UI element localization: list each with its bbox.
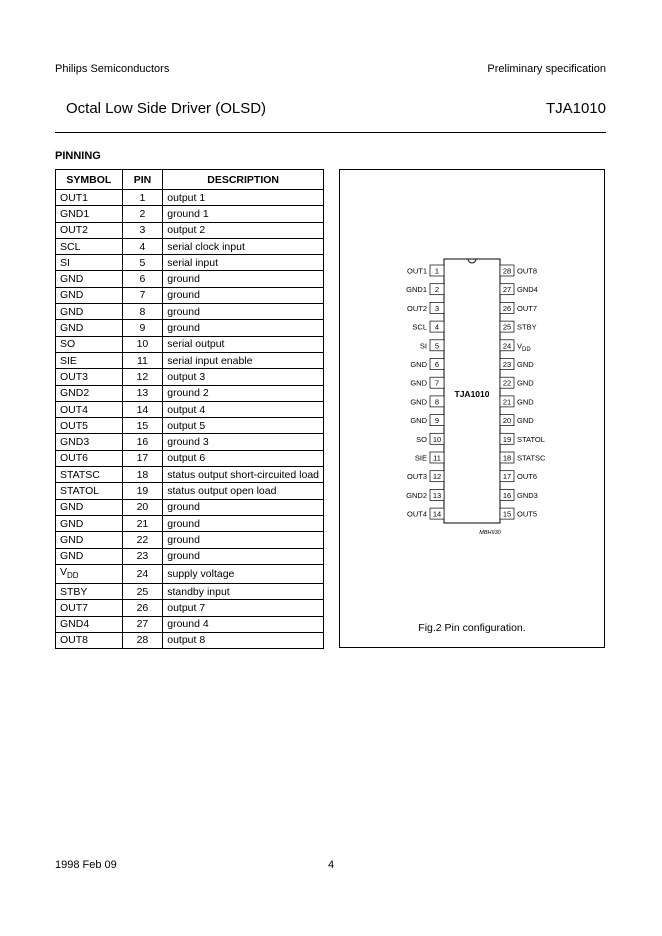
pin-cell: 23 [122, 548, 163, 564]
symbol-text: OUT4 [60, 403, 89, 416]
pin-number: 26 [502, 303, 512, 313]
pin-number: 13 [432, 490, 442, 500]
footer-date: 1998 Feb 09 [55, 859, 117, 871]
table-row [56, 532, 324, 548]
pin-number: 20 [502, 416, 512, 426]
pin-name: GND [517, 360, 534, 369]
pin-name: STATSC [517, 453, 546, 463]
pin-name: STBY [517, 322, 537, 332]
pin-cell: 13 [122, 385, 163, 401]
symbol-cell [56, 418, 123, 434]
description-cell: output 7 [163, 600, 324, 616]
pin-number: 15 [502, 509, 512, 519]
pin-name [517, 341, 531, 353]
description-cell: ground 1 [163, 206, 324, 222]
description-cell: output 2 [163, 222, 324, 238]
pin-number: 9 [434, 416, 440, 426]
description-cell: ground [163, 532, 324, 548]
symbol-text: SI [60, 256, 70, 269]
pin-cell: 18 [122, 467, 163, 483]
symbol-cell [56, 190, 123, 206]
table-row [56, 352, 324, 368]
description-cell: output 1 [163, 190, 324, 206]
pin-name: OUT7 [517, 303, 538, 313]
pinning-table [55, 169, 324, 649]
chip-notch [468, 259, 476, 263]
symbol-text: GND1 [60, 207, 90, 220]
description-cell: output 5 [163, 418, 324, 434]
table-row [56, 385, 324, 401]
symbol-text: SCL [60, 240, 81, 253]
pin-cell: 28 [122, 632, 163, 648]
table-row [56, 287, 324, 303]
description-cell: ground [163, 287, 324, 303]
symbol-cell [56, 352, 123, 368]
symbol-cell [56, 483, 123, 499]
pin-name: GND [410, 378, 427, 388]
pin-number: 1 [434, 266, 440, 276]
pin-number: 7 [434, 378, 440, 388]
symbol-cell [56, 385, 123, 401]
description-cell: ground 2 [163, 385, 324, 401]
pin-name: GND [410, 360, 427, 369]
description-cell: ground 4 [163, 616, 324, 632]
pin-name: GND1 [406, 285, 427, 295]
pin-cell: 5 [122, 255, 163, 271]
pin-name: GND4 [517, 285, 538, 295]
pin-number: 25 [502, 322, 512, 332]
symbol-cell [56, 222, 123, 238]
col-header-description: DESCRIPTION [163, 170, 324, 190]
symbol-text: V [60, 565, 68, 578]
pin-cell: 3 [122, 222, 163, 238]
symbol-text: STBY [60, 585, 88, 598]
symbol-cell [56, 255, 123, 271]
pin-number: 19 [502, 434, 512, 444]
page-number: 4 [328, 859, 335, 871]
table-row [56, 271, 324, 287]
table-row [56, 467, 324, 483]
table-row [56, 206, 324, 222]
description-cell: serial clock input [163, 238, 324, 254]
pin-configuration-diagram [340, 170, 604, 647]
pin-name: GND3 [517, 490, 538, 500]
table-row [56, 632, 324, 648]
symbol-cell [56, 271, 123, 287]
symbol-cell [56, 434, 123, 450]
symbol-text: GND3 [60, 436, 90, 449]
pin-number: 17 [502, 472, 512, 482]
pin-cell: 26 [122, 600, 163, 616]
pin-cell: 11 [122, 352, 163, 368]
pin-cell: 22 [122, 532, 163, 548]
pin-cell: 12 [122, 369, 163, 385]
symbol-text: STATOL [60, 484, 100, 497]
pin-cell: 24 [122, 564, 163, 583]
symbol-cell [56, 287, 123, 303]
symbol-text: GND [60, 517, 84, 530]
table-body [56, 190, 324, 649]
symbol-cell [56, 320, 123, 336]
pin-name: SIE [414, 453, 427, 463]
pin-number: 28 [502, 266, 512, 276]
pin-number: 23 [502, 360, 512, 369]
pin-name: GND [517, 378, 534, 388]
description-cell: ground [163, 304, 324, 320]
description-cell: output 4 [163, 401, 324, 417]
pin-number: 5 [434, 341, 440, 351]
pin-number: 2 [434, 285, 440, 295]
pin-number: 11 [433, 453, 441, 463]
pin-cell: 9 [122, 320, 163, 336]
symbol-cell [56, 515, 123, 531]
table-row [56, 616, 324, 632]
table-row [56, 450, 324, 466]
table-row [56, 369, 324, 385]
description-cell: output 8 [163, 632, 324, 648]
table-row [56, 600, 324, 616]
pin-cell: 21 [122, 515, 163, 531]
pin-cell: 27 [122, 616, 163, 632]
symbol-cell [56, 548, 123, 564]
symbol-text: GND [60, 550, 84, 563]
description-cell: ground [163, 548, 324, 564]
pin-number: 18 [502, 453, 512, 463]
symbol-cell [56, 206, 123, 222]
figure-caption: Fig.2 Pin configuration. [418, 622, 526, 634]
symbol-text: STATSC [60, 468, 100, 481]
symbol-cell [56, 304, 123, 320]
symbol-text: GND [60, 533, 84, 546]
pin-number: 22 [502, 378, 512, 388]
pin-number: 24 [502, 341, 512, 351]
document-type: Preliminary specification [487, 63, 606, 75]
description-cell: standby input [163, 583, 324, 599]
figure-code: MBH930 [479, 530, 501, 536]
pin-name: OUT2 [406, 303, 427, 313]
pin-cell: 19 [122, 483, 163, 499]
table-row [56, 434, 324, 450]
symbol-text: OUT7 [60, 601, 89, 614]
pin-name-subscript: DD [522, 346, 531, 353]
description-cell: output 3 [163, 369, 324, 385]
pin-number: 4 [434, 322, 440, 332]
table-row [56, 418, 324, 434]
description-cell: serial output [163, 336, 324, 352]
table-header-row [56, 170, 324, 190]
col-header-symbol: SYMBOL [56, 170, 123, 190]
chip-label: TJA1010 [454, 389, 490, 399]
pin-name: OUT8 [517, 266, 538, 276]
table-row [56, 499, 324, 515]
description-cell: supply voltage [163, 564, 324, 583]
description-cell: output 6 [163, 450, 324, 466]
pin-cell: 15 [122, 418, 163, 434]
pin-number: 3 [434, 303, 440, 313]
symbol-text: GND [60, 501, 84, 514]
description-cell: ground [163, 515, 324, 531]
description-cell: ground 3 [163, 434, 324, 450]
symbol-text: OUT2 [60, 224, 89, 237]
table-row [56, 320, 324, 336]
pin-cell: 4 [122, 238, 163, 254]
symbol-text: SO [60, 338, 76, 351]
pin-number: 8 [434, 397, 440, 407]
description-cell: ground [163, 320, 324, 336]
symbol-text: OUT3 [60, 370, 89, 383]
pin-name: GND [517, 397, 534, 407]
part-number: TJA1010 [545, 100, 606, 117]
pin-name: GND [410, 397, 427, 407]
symbol-text: GND [60, 289, 84, 302]
table-row [56, 336, 324, 352]
table-row [56, 304, 324, 320]
pin-name: STATOL [517, 434, 545, 444]
pin-number: 16 [502, 490, 512, 500]
pin-name: GND [517, 416, 534, 426]
pin-cell: 14 [122, 401, 163, 417]
table-row [56, 222, 324, 238]
symbol-cell [56, 564, 123, 583]
pin-name: GND2 [406, 490, 427, 500]
pin-number: 14 [432, 509, 442, 519]
pin-number: 10 [432, 434, 442, 444]
symbol-cell [56, 600, 123, 616]
symbol-cell [56, 467, 123, 483]
pin-name: OUT4 [406, 509, 427, 519]
pin-name: OUT6 [517, 472, 538, 482]
symbol-cell [56, 401, 123, 417]
table-row [56, 401, 324, 417]
header-divider [55, 132, 606, 133]
pin-cell: 1 [122, 190, 163, 206]
symbol-cell [56, 238, 123, 254]
pin-name: OUT3 [406, 472, 427, 482]
symbol-cell [56, 583, 123, 599]
table-row [56, 190, 324, 206]
pin-cell: 6 [122, 271, 163, 287]
pin-cell: 20 [122, 499, 163, 515]
symbol-cell [56, 450, 123, 466]
symbol-cell [56, 369, 123, 385]
table-row [56, 548, 324, 564]
table-row [56, 583, 324, 599]
description-cell: ground [163, 271, 324, 287]
pin-cell: 7 [122, 287, 163, 303]
description-cell: status output open load [163, 483, 324, 499]
pin-number: 27 [502, 285, 512, 295]
pin-cell: 17 [122, 450, 163, 466]
symbol-subscript: DD [67, 570, 79, 580]
symbol-text: OUT5 [60, 419, 89, 432]
pin-name: OUT5 [517, 509, 538, 519]
pin-cell: 16 [122, 434, 163, 450]
section-title: PINNING [55, 150, 101, 162]
pin-number: 12 [432, 472, 442, 482]
symbol-text: GND [60, 273, 84, 286]
symbol-text: GND2 [60, 387, 90, 400]
pin-cell: 8 [122, 304, 163, 320]
table-row [56, 255, 324, 271]
table-row [56, 564, 324, 583]
pin-name-main: V [517, 341, 523, 351]
description-cell: serial input [163, 255, 324, 271]
symbol-text: OUT6 [60, 452, 89, 465]
figure-box [339, 169, 605, 648]
col-header-pin: PIN [122, 170, 163, 190]
symbol-text: GND [60, 322, 84, 335]
pin-cell: 2 [122, 206, 163, 222]
pin-name: SI [419, 341, 427, 351]
symbol-cell [56, 632, 123, 648]
pin-number: 6 [434, 360, 440, 369]
pin-cell: 10 [122, 336, 163, 352]
table-row [56, 515, 324, 531]
description-cell: ground [163, 499, 324, 515]
symbol-cell [56, 336, 123, 352]
symbol-text: GND [60, 305, 84, 318]
pin-name: OUT1 [406, 266, 427, 276]
symbol-cell [56, 532, 123, 548]
pin-name: SO [416, 434, 427, 444]
pin-number: 21 [502, 397, 512, 407]
symbol-cell [56, 499, 123, 515]
pin-name: GND [410, 416, 427, 426]
table-row [56, 238, 324, 254]
description-cell: serial input enable [163, 352, 324, 368]
table-row [56, 483, 324, 499]
symbol-text: GND4 [60, 618, 90, 631]
company-name: Philips Semiconductors [55, 63, 170, 75]
description-cell: status output short-circuited load [163, 467, 324, 483]
symbol-text: OUT8 [60, 634, 89, 647]
symbol-text: OUT1 [60, 191, 89, 204]
symbol-text: SIE [60, 354, 77, 367]
pin-name: SCL [412, 322, 427, 332]
symbol-cell [56, 616, 123, 632]
pin-cell: 25 [122, 583, 163, 599]
page-title: Octal Low Side Driver (OLSD) [66, 100, 267, 117]
